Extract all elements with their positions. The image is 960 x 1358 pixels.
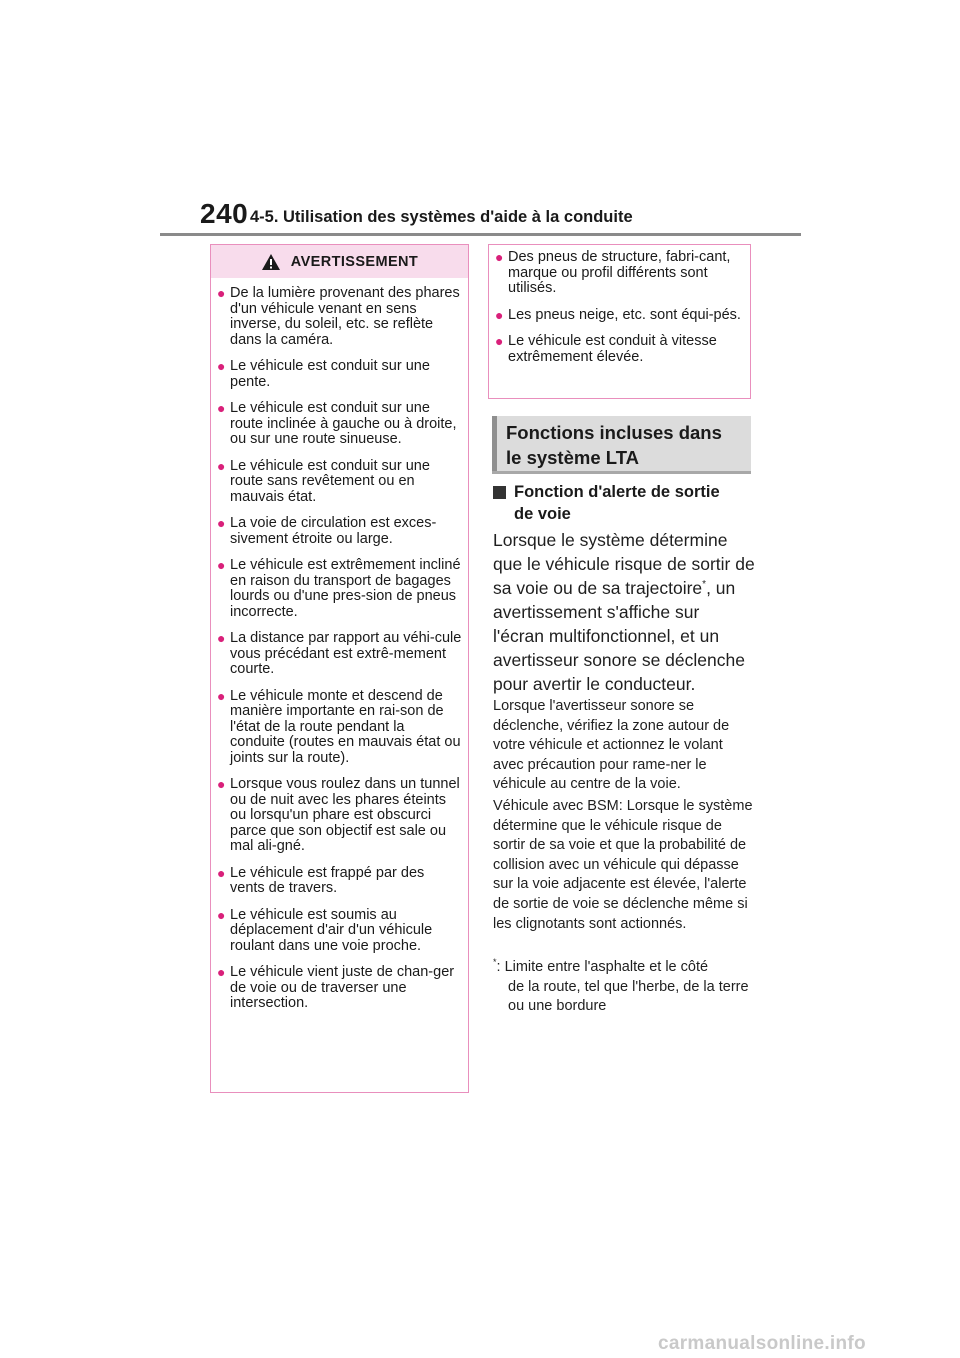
bullet-item — [495, 250, 744, 297]
bullet-text: Le véhicule monte et descend de manière importante en rai-son de l'état de la route pendant la conduite (routes en mauvais état ou joints sur la route). — [230, 687, 461, 766]
bullet-dot-icon: ● — [217, 687, 226, 704]
bullet-item — [217, 908, 462, 955]
warning-header — [211, 245, 468, 278]
bullet-dot-icon: ● — [217, 285, 226, 301]
bullet-text: Le véhicule est conduit sur une route sans revêtement ou en mauvais état. — [230, 457, 430, 505]
bullet-text: Le véhicule est conduit sur une pente. — [230, 358, 430, 390]
bullet-text: Les pneus neige, etc. sont équi-pés. — [508, 306, 741, 323]
subheading — [493, 481, 753, 525]
function-title-line-1: Fonctions incluses dans — [506, 422, 722, 443]
bullet-dot-icon: ● — [217, 457, 226, 474]
square-bullet-icon — [493, 486, 506, 499]
bullet-item — [217, 516, 462, 547]
footnote — [493, 958, 755, 1017]
bullet-text: De la lumière provenant des phares d'un véhicule venant en sens inverse, du soleil, etc. se reflète dans la caméra. — [230, 285, 460, 348]
footnote-first-line: : Limite entre l'asphalte et le côté — [496, 959, 709, 975]
subheading-text — [514, 481, 720, 525]
bullet-dot-icon: ● — [217, 515, 226, 531]
bullet-item — [217, 631, 462, 678]
header-divider — [160, 233, 801, 236]
footnote-rest: de la route, tel que l'herbe, de la terre ou une bordure — [508, 978, 749, 1015]
bullet-item — [217, 401, 462, 448]
intro-paragraph — [493, 528, 755, 696]
bullet-text: Le véhicule est conduit à vitesse extrêmement élevée. — [508, 333, 717, 365]
bullet-item — [217, 866, 462, 897]
subheading-line-1: Fonction d'alerte de sortie — [514, 483, 720, 501]
bullet-item — [217, 777, 462, 855]
bullet-text: Le véhicule est frappé par des vents de travers. — [230, 864, 425, 896]
warning-box-continued — [488, 244, 751, 399]
function-title-line-2: le système LTA — [506, 447, 639, 468]
bullet-dot-icon: ● — [217, 906, 226, 923]
bullet-dot-icon: ● — [495, 249, 504, 265]
bullet-item — [217, 558, 462, 620]
subheading-line-2: de voie — [514, 505, 571, 523]
function-title-underline — [492, 471, 751, 474]
bullet-dot-icon: ● — [217, 776, 226, 792]
bullet-item — [217, 689, 462, 767]
bullet-item — [217, 965, 462, 1012]
bullet-dot-icon: ● — [217, 358, 226, 374]
bullet-text: Le véhicule est conduit sur une route inclinée à gauche ou à droite, ou sur une route sinueuse. — [230, 400, 457, 447]
function-title-box — [492, 416, 751, 473]
bullet-text: La distance par rapport au véhi-cule vous précédant est extrê-mement courte. — [230, 630, 462, 677]
bullet-text: Le véhicule est soumis au déplacement d'air d'un véhicule roulant dans une voie proche. — [230, 906, 433, 954]
paragraph-1: Lorsque l'avertisseur sonore se déclenche, vérifiez la zone autour de votre véhicule et actionnez le volant avec précaution pour rame-ner le véhicule au centre de la voie. — [493, 698, 730, 793]
bullet-item — [495, 334, 744, 365]
warning-title: AVERTISSEMENT — [290, 253, 419, 270]
bullet-dot-icon: ● — [495, 333, 504, 349]
intro-asterisk: * — [702, 579, 707, 591]
page-number: 240 — [200, 198, 249, 229]
bullet-item — [495, 308, 744, 324]
paragraph-2: Véhicule avec BSM: Lorsque le système détermine que le véhicule risque de sortir de sa voie et que la probabilité de collision avec un véhicule qui dépasse sur la voie adjacente est élevée, l'alerte de sortie de voie se déclenche même si les clignotants sont actionnés. — [493, 798, 753, 932]
warning-box — [210, 244, 469, 1093]
bullet-dot-icon: ● — [217, 400, 226, 416]
warning-triangle-icon — [261, 253, 281, 271]
bullet-text: Le véhicule vient juste de chan-ger de voie ou de traverser une intersection. — [230, 964, 455, 1011]
bullet-item — [217, 359, 462, 390]
footnote-marker: * — [493, 957, 497, 968]
intro-part-2: , un avertissement s'affiche sur l'écran multifonctionnel, et un avertisseur sonore se déclenche pour avertir le conducteur. — [493, 578, 745, 694]
section-title: 4-5. Utilisation des systèmes d'aide à la conduite — [250, 208, 633, 226]
bullet-dot-icon: ● — [217, 630, 226, 646]
bullet-text: Des pneus de structure, fabri-cant, marque ou profil différents sont utilisés. — [508, 249, 731, 296]
bullet-item — [217, 286, 462, 348]
bullet-dot-icon: ● — [217, 964, 226, 980]
bullet-text: La voie de circulation est exces-sivement étroite ou large. — [230, 515, 437, 547]
bullet-text: Lorsque vous roulez dans un tunnel ou de nuit avec les phares éteints ou lorsqu'un phare est obscurci parce que son objectif est sale ou mal ali-gné. — [230, 776, 460, 854]
intro-part-1: Lorsque le système détermine que le véhicule risque de sortir de sa voie ou de sa trajectoire — [493, 530, 755, 598]
bullet-text: Le véhicule est extrêmement incliné en raison du transport de bagages lourds ou d'une pres-sion de pneus incorrecte. — [230, 557, 461, 620]
bullet-item — [217, 459, 462, 506]
bullet-dot-icon: ● — [495, 306, 504, 323]
watermark: carmanualsonline.info — [658, 1333, 866, 1354]
warning-list-continued — [489, 245, 750, 365]
bullet-dot-icon: ● — [217, 557, 226, 573]
warning-list — [211, 278, 468, 1012]
bullet-dot-icon: ● — [217, 864, 226, 881]
